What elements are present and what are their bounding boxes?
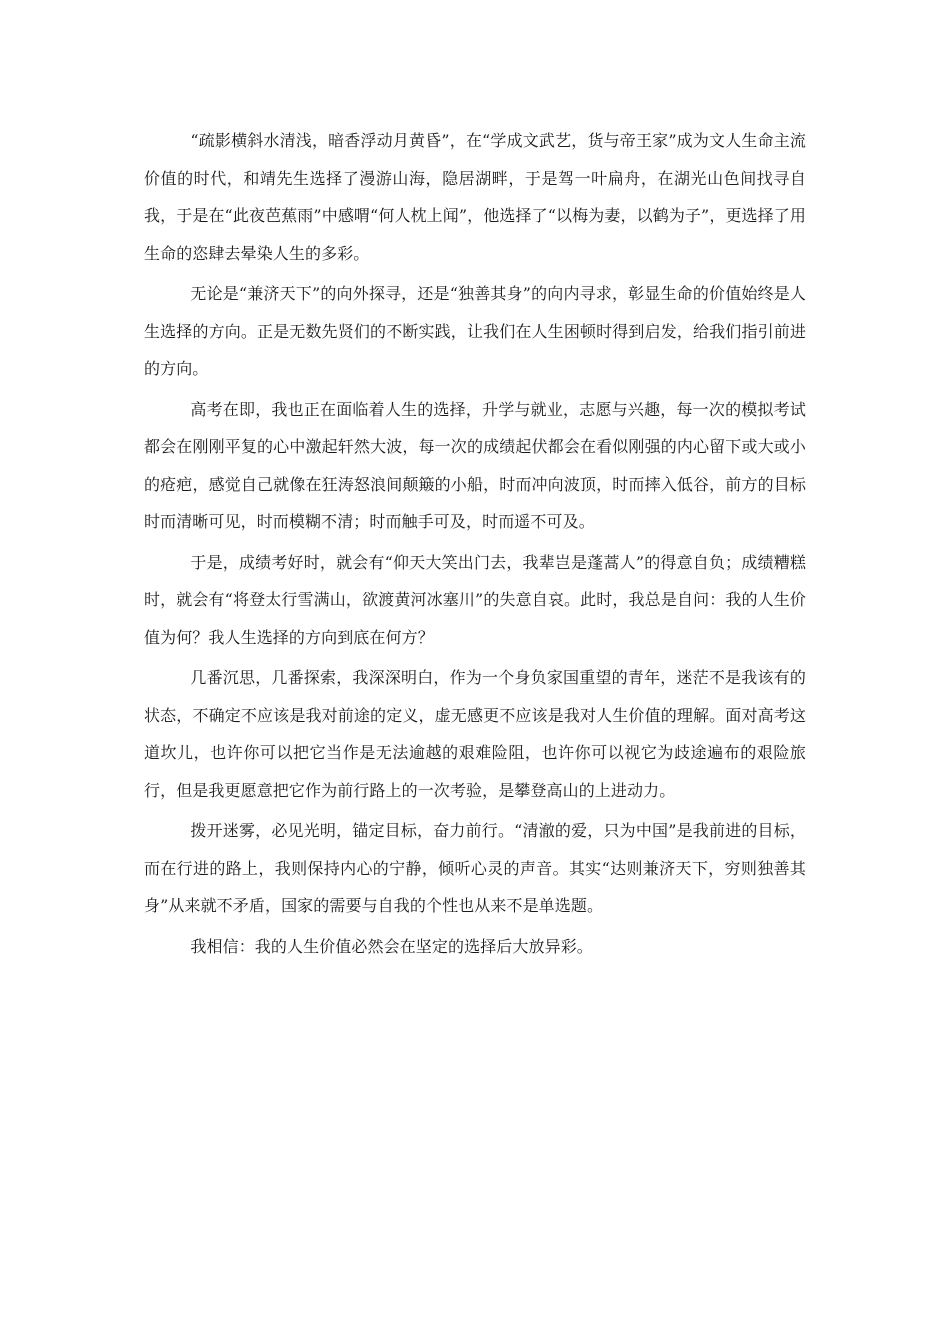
essay-body (144, 122, 806, 968)
paragraph-1: “疏影横斜水清浅，暗香浮动月黄昏”，在“学成文武艺，货与帝王家”成为文人生命主流价值的时代，和靖先生选择了漫游山海，隐居湖畔，于是驾一叶扁舟，在湖光山色间找寻自我，于是在“此夜芭蕉雨”中感喟“何人枕上闻”，他选择了“以梅为妻，以鹤为子”，更选择了用生命的恣肆去晕染人生的多彩。 (144, 131, 806, 263)
paragraph-3: 高考在即，我也正在面临着人生的选择，升学与就业，志愿与兴趣，每一次的模拟考试都会在刚刚平复的心中激起轩然大波，每一次的成绩起伏都会在看似刚强的内心留下或大或小的疮疤，感觉自己就像在狂涛怒浪间颠簸的小船，时而冲向波顶，时而摔入低谷，前方的目标时而清晰可见，时而模糊不清；时而触手可及，时而遥不可及。 (144, 399, 806, 531)
paragraph-2: 无论是“兼济天下”的向外探寻，还是“独善其身”的向内寻求，彰显生命的价值始终是人生选择的方向。正是无数先贤们的不断实践，让我们在人生困顿时得到启发，给我们指引前进的方向。 (144, 284, 806, 378)
paragraph-4: 于是，成绩考好时，就会有“仰天大笑出门去，我辈岂是蓬蒿人”的得意自负；成绩糟糕时，就会有“将登太行雪满山，欲渡黄河冰塞川”的失意自哀。此时，我总是自问：我的人生价值为何？我人生选择的方向到底在何方？ (144, 552, 806, 647)
paragraph-6: 拨开迷雾，必见光明，锚定目标，奋力前行。“清澈的爱，只为中国”是我前进的目标，而在行进的路上，我则保持内心的宁静，倾听心灵的声音。其实“达则兼济天下，穷则独善其身”从来就不矛盾，国家的需要与自我的个性也从来不是单选题。 (144, 821, 806, 915)
paragraph-7: 我相信：我的人生价值必然会在坚定的选择后大放异彩。 (190, 936, 593, 956)
paragraph-5: 几番沉思，几番探索，我深深明白，作为一个身负家国重望的青年，迷茫不是我该有的状态，不确定不应该是我对前途的定义，虚无感更不应该是我对人生价值的理解。面对高考这道坎儿，也许你可以把它当作是无法逾越的艰难险阻，也许你可以视它为歧途遍布的艰险旅行，但是我更愿意把它作为前行路上的一次考验，是攀登高山的上进动力。 (144, 668, 806, 800)
